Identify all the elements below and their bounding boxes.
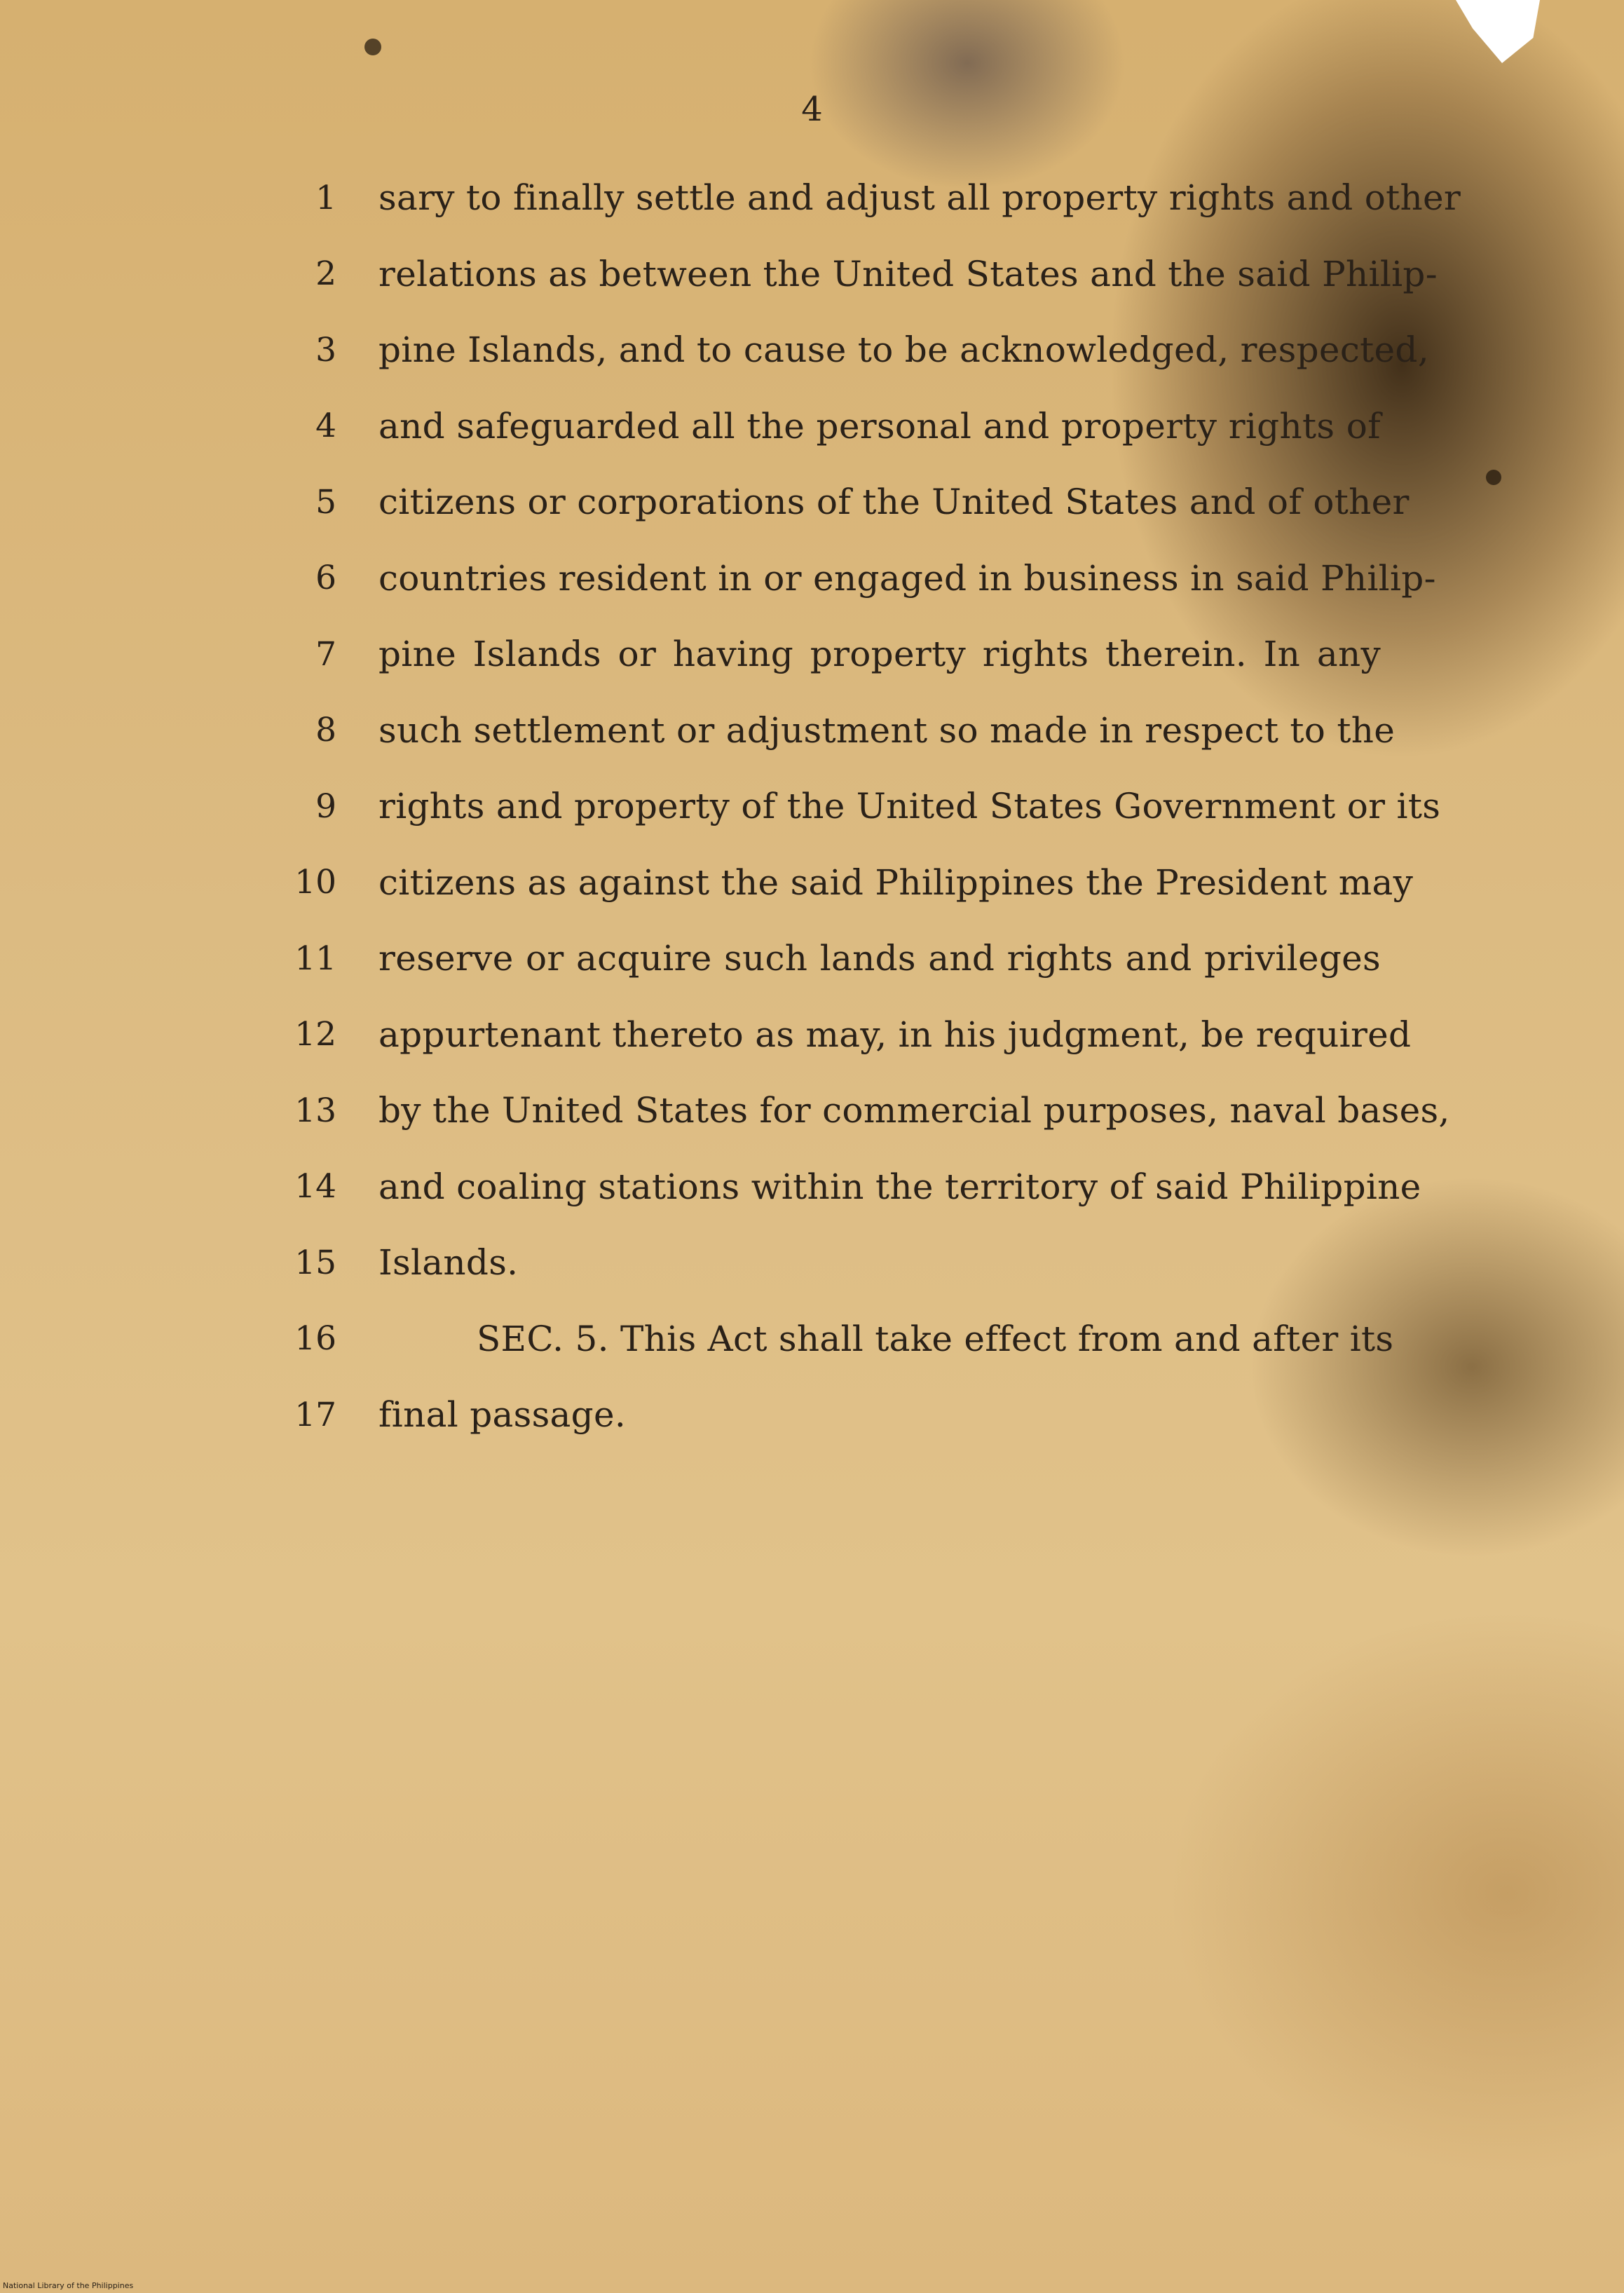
line-number: 1 <box>315 178 336 217</box>
text-line <box>273 540 1436 617</box>
text-line <box>273 1377 1395 1453</box>
text-line <box>273 388 1395 465</box>
text-line <box>273 1225 1395 1301</box>
text-line <box>273 997 1412 1073</box>
text-line <box>273 845 1414 921</box>
text-line <box>273 1073 1450 1149</box>
text-line <box>273 616 1395 693</box>
text-line <box>273 1301 1395 1377</box>
line-number: 6 <box>315 559 336 598</box>
torn-corner <box>1456 0 1540 63</box>
line-text: appurtenant thereto as may, in his judgment, be required <box>378 1014 1412 1055</box>
text-line <box>273 768 1441 845</box>
text-line <box>273 1149 1421 1225</box>
bill-text-body <box>273 160 1461 1453</box>
line-number: 10 <box>294 863 336 902</box>
line-number: 17 <box>294 1395 336 1434</box>
text-line <box>273 312 1429 388</box>
text-line <box>273 160 1461 236</box>
line-text: pine Islands, and to cause to be acknowledged, respected, <box>378 329 1429 371</box>
line-number: 15 <box>294 1243 336 1282</box>
line-text: reserve or acquire such lands and rights and privileges <box>378 938 1381 979</box>
line-number: 13 <box>294 1091 336 1130</box>
line-text: rights and property of the United States Government or its <box>378 786 1441 827</box>
text-line <box>273 920 1395 997</box>
line-number: 4 <box>315 407 336 446</box>
line-text: relations as between the United States and the said Philip- <box>378 253 1438 294</box>
section-heading-line: SEC. 5. This Act shall take effect from and after its <box>477 1318 1394 1359</box>
line-number: 12 <box>294 1015 336 1054</box>
ink-spot <box>364 39 381 55</box>
line-text: countries resident in or engaged in business in said Philip- <box>378 557 1436 599</box>
text-line <box>273 693 1395 769</box>
line-number: 7 <box>315 634 336 674</box>
line-number: 11 <box>294 939 336 978</box>
ink-spot <box>1486 470 1501 485</box>
line-text: and coaling stations within the territory of said Philippine <box>378 1166 1421 1207</box>
line-text: pine Islands or having property rights therein. In any <box>378 634 1381 675</box>
line-text: citizens or corporations of the United States and of other <box>378 482 1410 523</box>
line-number: 5 <box>315 482 336 522</box>
line-text: such settlement or adjustment so made in respect to the <box>378 709 1396 751</box>
line-text: citizens as against the said Philippines the President may <box>378 862 1414 903</box>
line-number: 9 <box>315 787 336 826</box>
line-number: 16 <box>294 1319 336 1359</box>
line-text: final passage. <box>378 1394 627 1436</box>
text-line <box>273 464 1410 540</box>
page-number: 4 <box>801 90 823 129</box>
archive-stamp: National Library of the Philippines <box>3 2281 134 2290</box>
line-number: 14 <box>294 1167 336 1206</box>
line-number: 8 <box>315 711 336 750</box>
line-number: 2 <box>315 254 336 294</box>
line-number: 3 <box>315 330 336 369</box>
line-text: by the United States for commercial purposes, naval bases, <box>378 1090 1450 1131</box>
line-text: Islands. <box>378 1242 519 1284</box>
line-text: and safeguarded all the personal and property rights of <box>378 405 1381 447</box>
line-text: sary to finally settle and adjust all property rights and other <box>378 177 1461 219</box>
text-line <box>273 236 1438 313</box>
